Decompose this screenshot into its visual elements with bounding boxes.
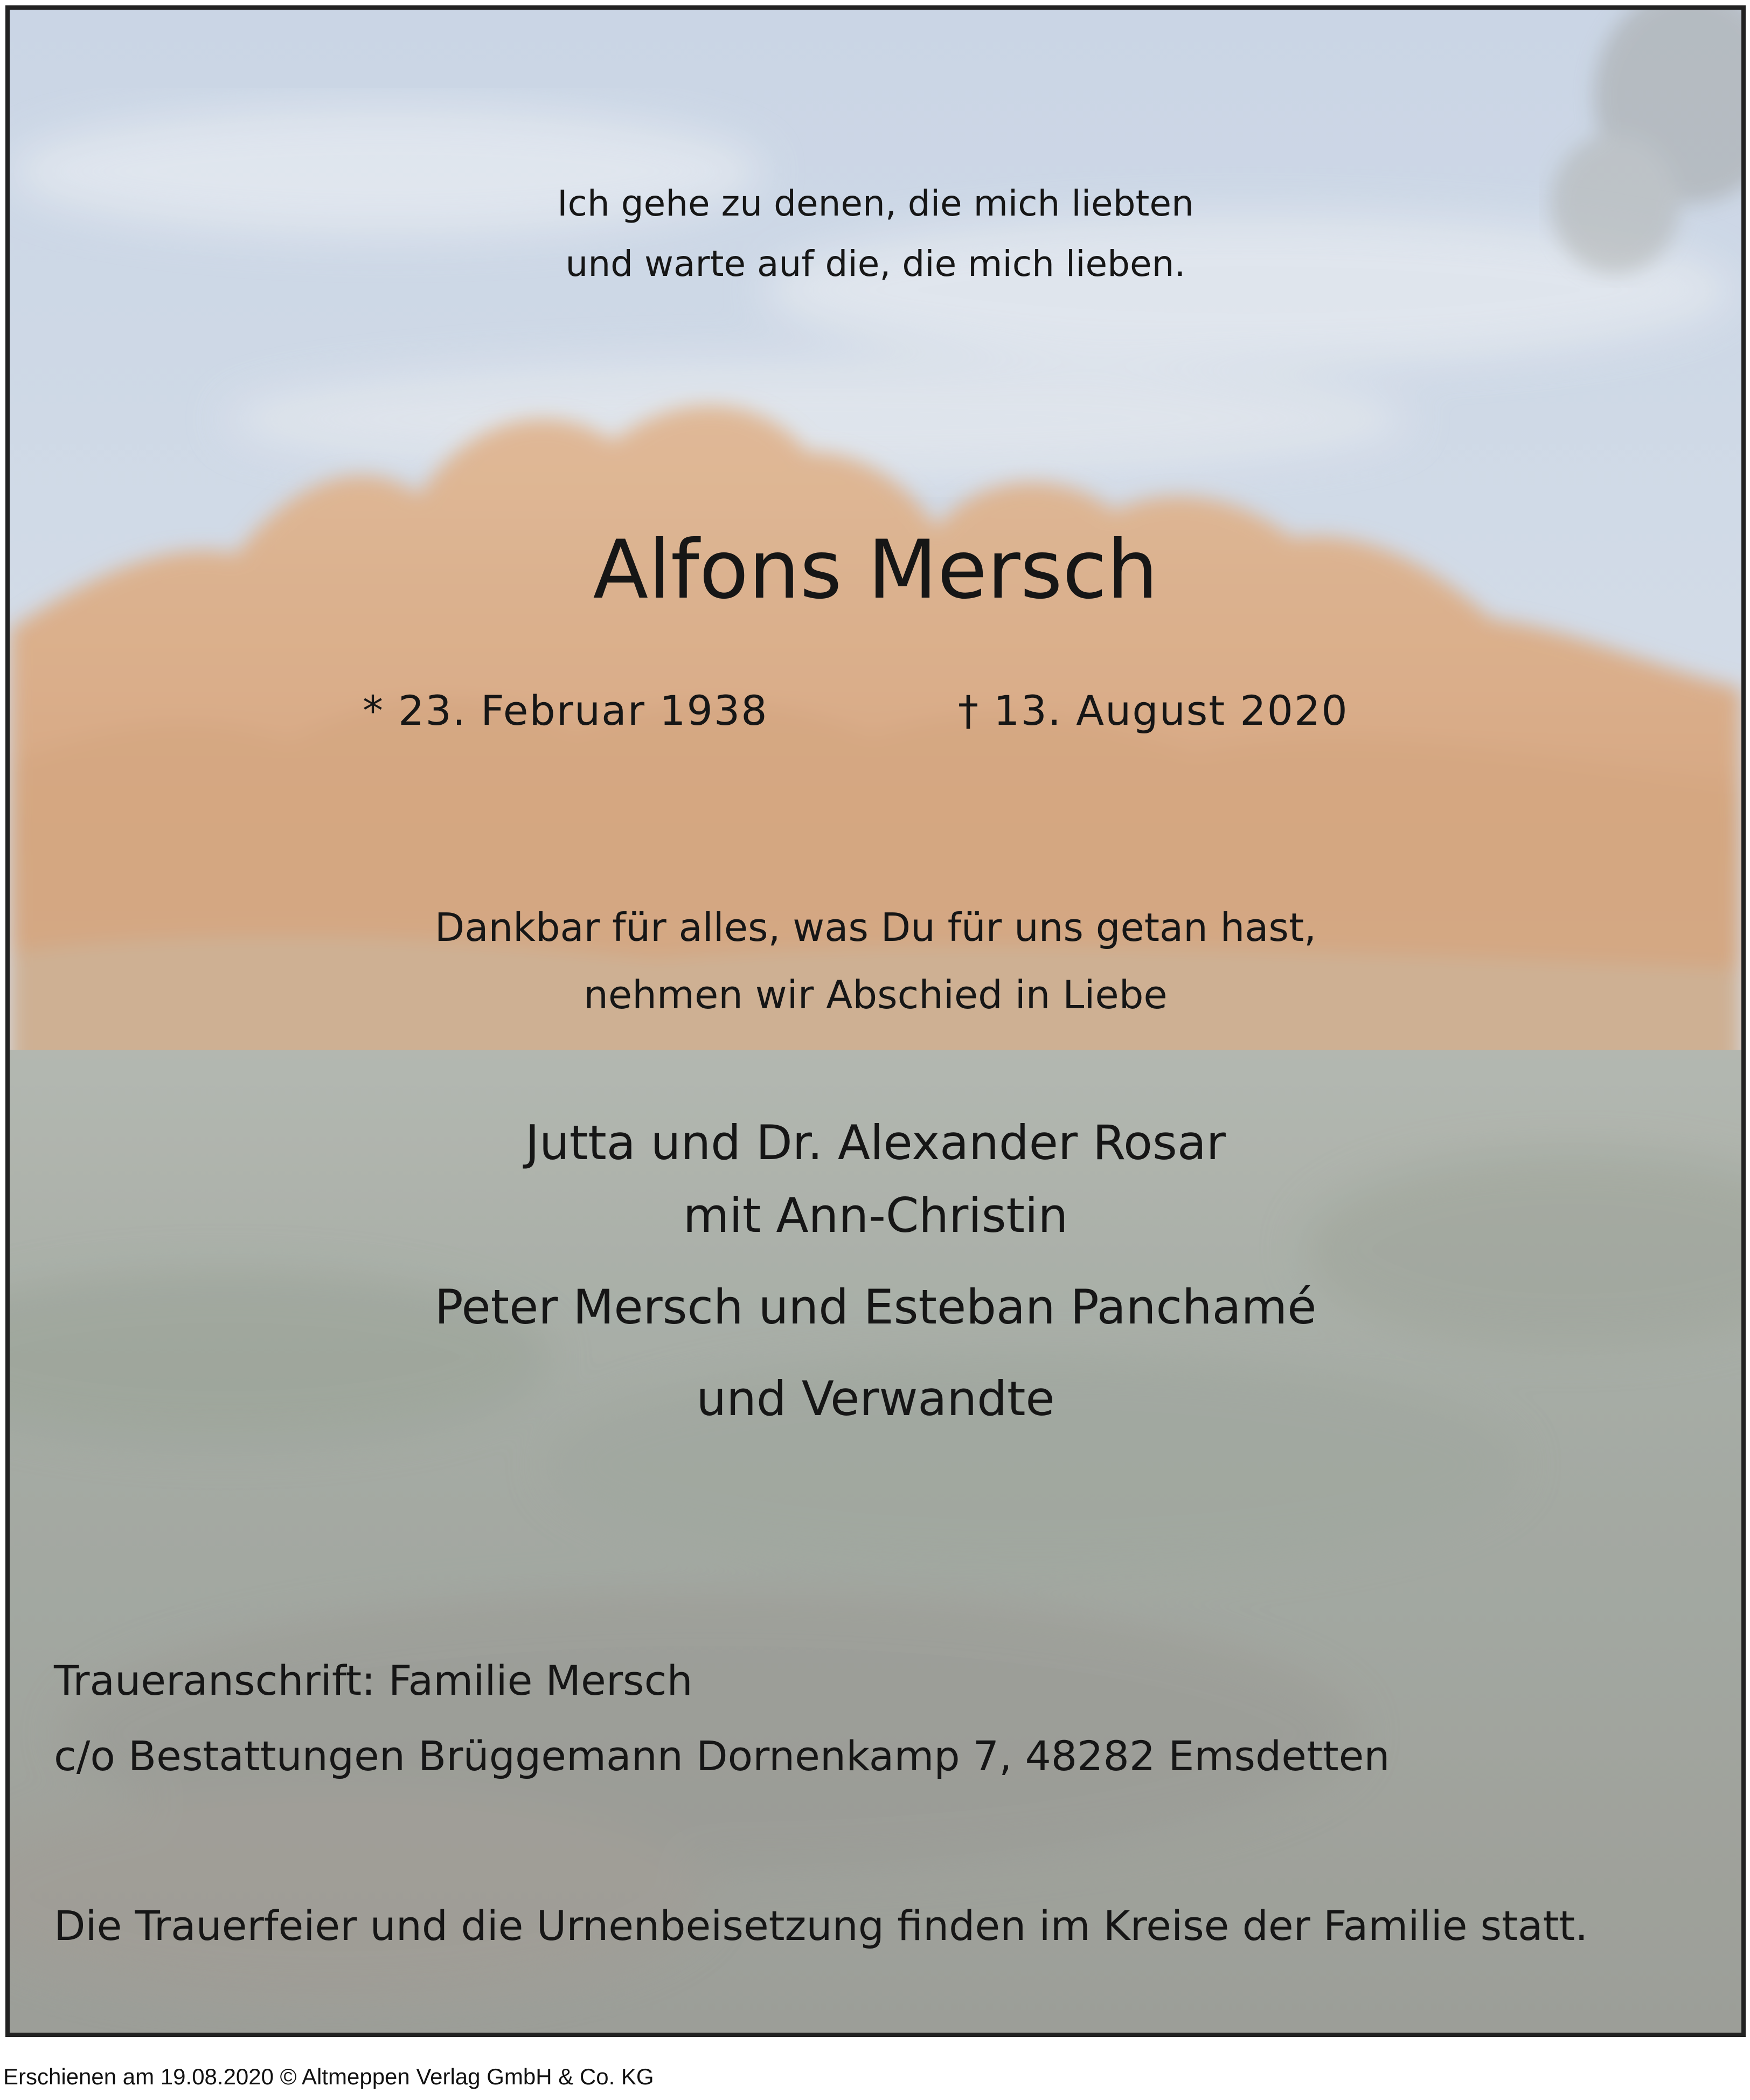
thanks-line-1: Dankbar für alles, was Du für uns getan hast, bbox=[434, 905, 1317, 950]
mourner-line-4: und Verwandte bbox=[696, 1371, 1055, 1426]
quote-line-2: und warte auf die, die mich lieben. bbox=[565, 243, 1186, 285]
mourner-line-1: Jutta und Dr. Alexander Rosar bbox=[525, 1115, 1226, 1170]
birth-date: * 23. Februar 1938 bbox=[363, 687, 768, 734]
deceased-name: Alfons Mersch bbox=[593, 523, 1158, 617]
thanks-line-2: nehmen wir Abschied in Liebe bbox=[584, 972, 1168, 1017]
address-line-1: Traueranschrift: Familie Mersch bbox=[54, 1657, 693, 1704]
obituary-frame bbox=[5, 5, 1746, 2037]
mourner-line-2: mit Ann-Christin bbox=[683, 1188, 1068, 1243]
quote-line-1: Ich gehe zu denen, die mich liebten bbox=[557, 183, 1194, 224]
autumn-landscape-background bbox=[10, 10, 1741, 2033]
address-line-2: c/o Bestattungen Brüggemann Dornenkamp 7, 48282 Emsdetten bbox=[54, 1732, 1390, 1780]
ceremony-notice: Die Trauerfeier und die Urnenbeisetzung finden im Kreise der Familie statt. bbox=[54, 1902, 1588, 1950]
publication-footer: Erschienen am 19.08.2020 © Altmeppen Verlag GmbH & Co. KG bbox=[3, 2064, 654, 2089]
death-date: † 13. August 2020 bbox=[958, 687, 1349, 734]
mourner-line-3: Peter Mersch und Esteban Panchamé bbox=[434, 1279, 1317, 1335]
